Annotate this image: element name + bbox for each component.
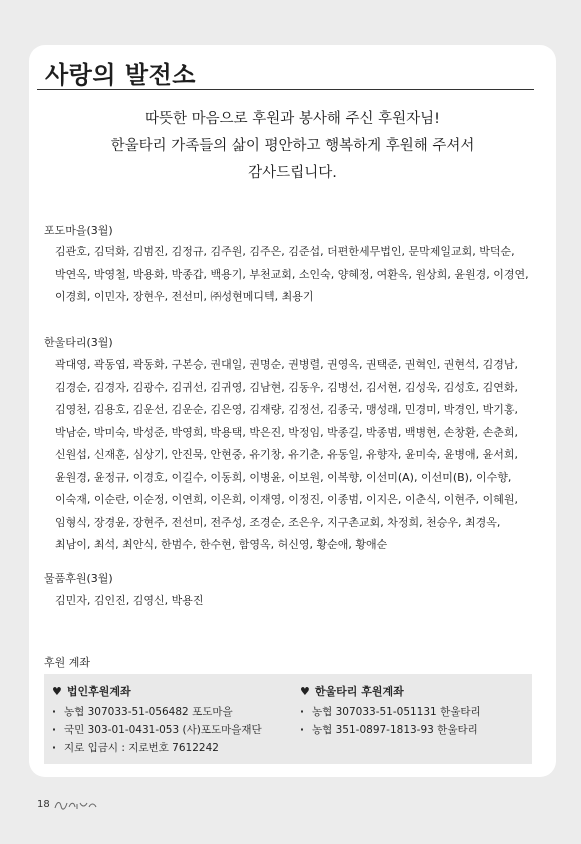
account-text: 농협 307033-51-056482 포도마을 <box>64 706 233 718</box>
donor-line: 이경희, 이민자, 장현우, 전선미, ㈜성현메디텍, 최용기 <box>55 290 314 303</box>
greeting-line: 한울타리 가족들의 삶이 평안하고 행복하게 후원해 주셔서 <box>110 138 475 154</box>
bullet-icon: · <box>52 724 56 736</box>
page-number: 18 <box>37 799 50 810</box>
donor-line: 윤원경, 윤정규, 이경호, 이길수, 이동희, 이병윤, 이보원, 이복향, 이선미(A), 이선미(B), 이수향, <box>55 470 512 484</box>
account-text: 농협 351-0897-1813-93 한울타리 <box>312 724 478 736</box>
heart-icon: ♥ <box>300 685 310 698</box>
donor-line: 김경순, 김경자, 김광수, 김귀선, 김귀영, 김남현, 김동우, 김병선, 김서현, 김성욱, 김성호, 김연화, <box>55 380 518 394</box>
heart-icon: ♥ <box>52 685 62 698</box>
donor-list-podo <box>55 241 546 309</box>
account-text: 농협 307033-51-051131 한울타리 <box>312 706 481 718</box>
section-heading-podo: 포도마을(3월) <box>44 224 113 237</box>
donor-line: 임형식, 장경윤, 장현주, 전선미, 전주성, 조경순, 조은우, 지구촌교회, 차정희, 천승우, 최경옥, <box>55 515 501 529</box>
section-heading-goods: 물품후원(3월) <box>44 572 113 585</box>
hanultari-logo <box>53 797 99 816</box>
account-line <box>52 739 262 757</box>
donor-line: 최남이, 최석, 최안식, 한범수, 한수현, 함영옥, 허신영, 황순애, 황애순 <box>55 538 388 551</box>
title-divider <box>37 89 534 90</box>
hanultari-account-column <box>300 683 481 739</box>
bullet-icon: · <box>300 724 304 736</box>
greeting-line: 따뜻한 마음으로 후원과 봉사해 주신 후원자님! <box>145 111 440 127</box>
donor-line: 신원섭, 신재훈, 심상기, 안진묵, 안현중, 유기창, 유기춘, 유동일, 유향자, 윤미숙, 윤병애, 윤서희, <box>55 448 518 461</box>
account-text: 지로 입금시 : 지로번호 7612242 <box>64 742 219 754</box>
donor-line: 박연옥, 박영철, 박용화, 박종갑, 백용기, 부천교회, 소인숙, 양혜정, 여환옥, 원상희, 윤원경, 이경연, <box>55 267 529 281</box>
bullet-icon: · <box>52 706 56 718</box>
page-title: 사랑의 발전소 <box>45 61 196 89</box>
hanultari-account-title: 한울타리 후원계좌 <box>314 685 404 698</box>
donor-list-goods <box>55 590 546 613</box>
section-heading-hanultari: 한울타리(3월) <box>44 336 113 349</box>
donor-line: 박남순, 박미숙, 박성준, 박영희, 박용택, 박은진, 박정임, 박종길, 박종범, 백병현, 손창환, 손춘희, <box>55 425 518 439</box>
bullet-icon: · <box>52 742 56 754</box>
account-line <box>52 721 262 739</box>
account-line <box>300 721 481 739</box>
section-heading-accounts: 후원 계좌 <box>44 656 91 669</box>
donor-line: 김관호, 김덕화, 김범진, 김정규, 김주원, 김주은, 김준섭, 더편한세무법인, 문막제일교회, 박덕순, <box>55 245 515 258</box>
account-text: 국민 303-01-0431-053 (사)포도마을재단 <box>64 724 262 736</box>
account-line <box>52 703 262 721</box>
donor-list-hanultari <box>55 354 546 557</box>
corporate-account-column <box>52 683 262 757</box>
content-card <box>29 45 556 777</box>
greeting-message <box>29 106 556 187</box>
account-box <box>44 674 532 764</box>
donor-line: 김영천, 김용호, 김운선, 김운순, 김은영, 김재량, 김정선, 김종국, 맹성래, 민경미, 박경인, 박기홍, <box>55 403 518 416</box>
donor-line: 김민자, 김인진, 김영신, 박용진 <box>55 594 204 607</box>
donor-line: 곽대영, 곽동엽, 곽동화, 구본승, 권대일, 권명순, 권병렬, 권영옥, 권택준, 권혁인, 권현석, 김경남, <box>55 358 518 371</box>
donor-line: 이숙재, 이순란, 이순정, 이연희, 이은희, 이재영, 이정진, 이종범, 이지은, 이춘식, 이현주, 이혜원, <box>55 493 518 506</box>
account-line <box>300 703 481 721</box>
bullet-icon: · <box>300 706 304 718</box>
logo-script-icon <box>53 798 99 812</box>
greeting-line: 감사드립니다. <box>248 165 337 181</box>
corporate-account-title: 법인후원계좌 <box>66 685 131 698</box>
